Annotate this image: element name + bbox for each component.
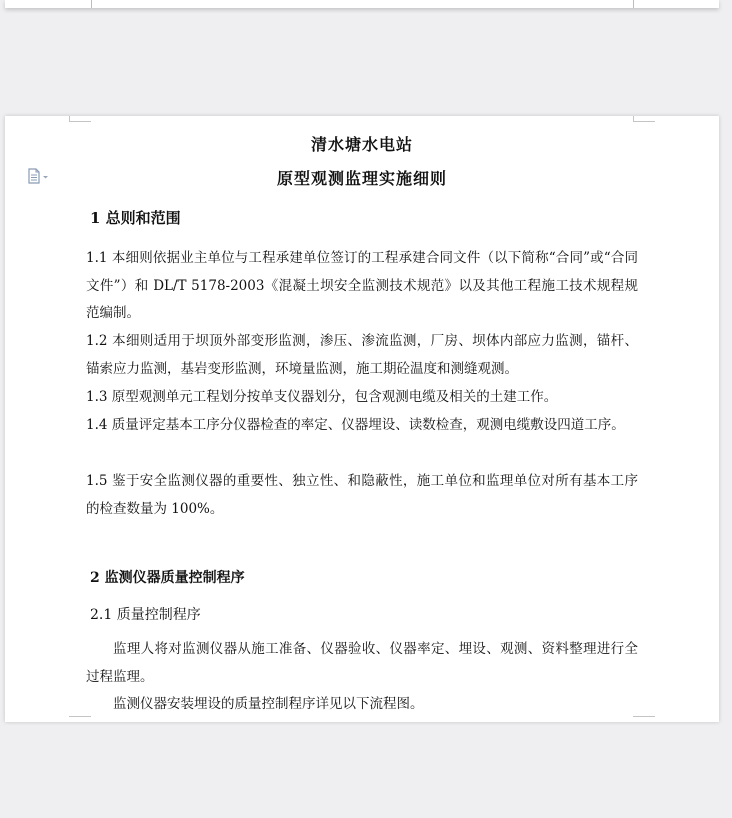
subsection-heading: 2.1 质量控制程序 <box>90 607 201 623</box>
paragraph: 1.5 鉴于安全监测仪器的重要性、独立性、和隐蔽性，施工单位和监理单位对所有基本工序的检查数量为 100%。 <box>86 473 638 517</box>
section-heading: 2 监测仪器质量控制程序 <box>90 570 245 586</box>
paragraph: 1.2 本细则适用于坝顶外部变形监测，渗压、渗流监测，厂房、坝体内部应力监测，锚杆、锚索应力监测，基岩变形监测，环境量监测，施工期砼温度和测缝观测。 <box>86 333 638 377</box>
crop-mark <box>91 0 92 8</box>
previous-page-bottom <box>5 0 719 8</box>
paragraph: 监测仪器安装埋设的质量控制程序详见以下流程图。 <box>113 696 424 712</box>
document-title: 清水塘水电站 <box>310 135 413 154</box>
section-heading: 1 总则和范围 <box>90 209 181 227</box>
document-page[interactable] <box>5 116 719 722</box>
paragraph: 1.1 本细则依据业主单位与工程承建单位签订的工程承建合同文件（以下简称“合同”或“合同文件”）和 DL/T 5178-2003《混凝土坝安全监测技术规范》以及其他工程施工技术规程规范编制。 <box>86 250 638 321</box>
crop-mark <box>633 121 655 122</box>
crop-mark <box>69 121 91 122</box>
crop-mark <box>633 0 634 8</box>
paragraph: 1.4 质量评定基本工序分仪器检查的率定、仪器埋设、读数检查，观测电缆敷设四道工序。 <box>86 417 625 433</box>
document-subtitle: 原型观测监理实施细则 <box>276 169 447 188</box>
paragraph: 1.3 原型观测单元工程划分按单支仪器划分，包含观测电缆及相关的土建工作。 <box>86 389 558 405</box>
paragraph: 监理人将对监测仪器从施工准备、仪器验收、仪器率定、埋设、观测、资料整理进行全过程监理。 <box>86 641 638 685</box>
